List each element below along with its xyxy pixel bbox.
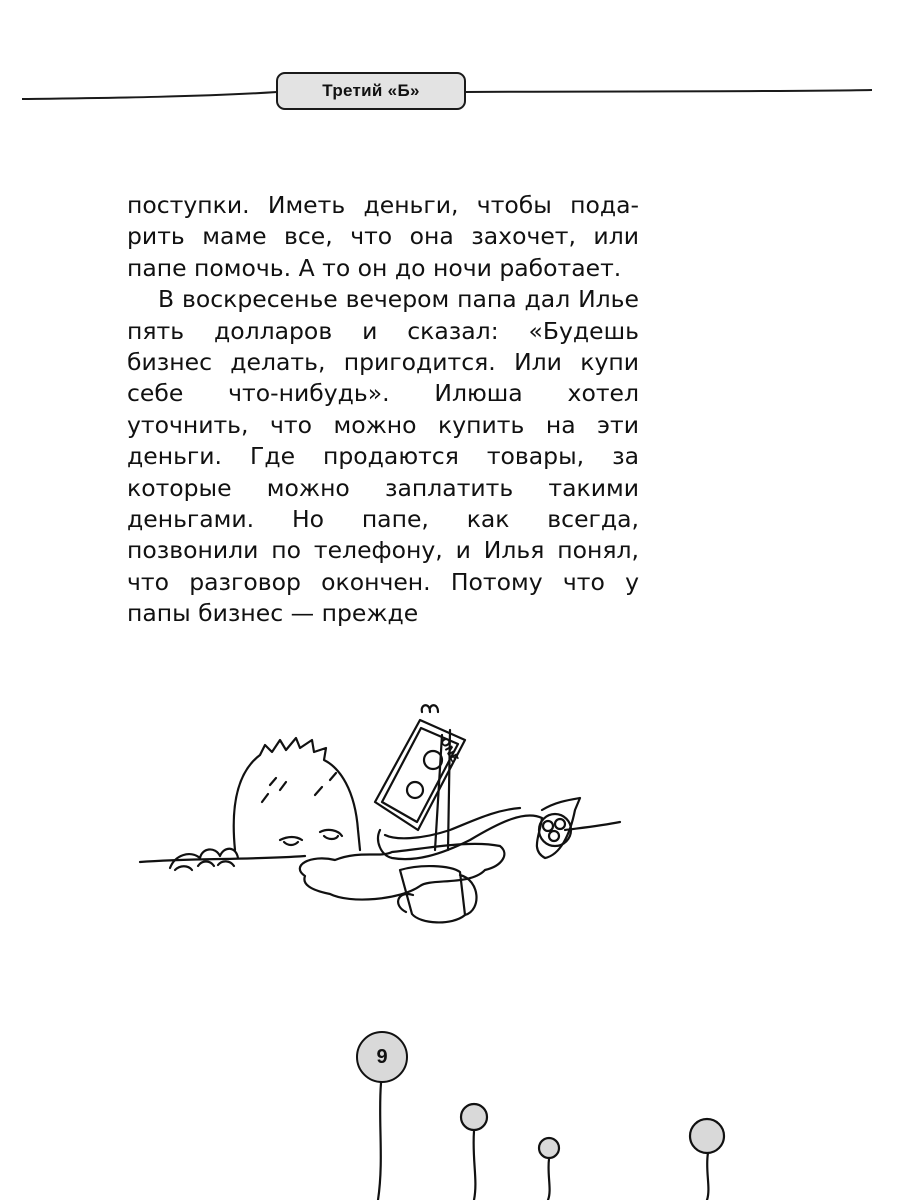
running-header-title: Третий «Б» [322, 81, 420, 100]
page-number-text: 9 [376, 1045, 388, 1068]
balloon-icon [461, 1104, 487, 1130]
balloon-icon [690, 1119, 724, 1153]
balloon-icon [539, 1138, 559, 1158]
banknote-label: ONE [437, 735, 462, 765]
paragraph: поступки. Иметь деньги, чтобы подарить маме все, что она захочет, или папе помочь. А то он до ночи работает. [127, 191, 639, 282]
paragraph: В воскресенье вечером папа дал Илье пять долларов и сказал: «Будешь бизнес делать, пригодится. Или купи себе что-нибудь». Илюша хотел уточнить, что можно купить на эти деньги. Где продаются товары, за которые можно заплатить такими деньгами. Но папе, как всегда, позвонили по телефону, и Илья понял, что разговор окончен. Потому что у папы бизнес — прежде [127, 285, 639, 628]
page-number [356, 1031, 408, 1083]
